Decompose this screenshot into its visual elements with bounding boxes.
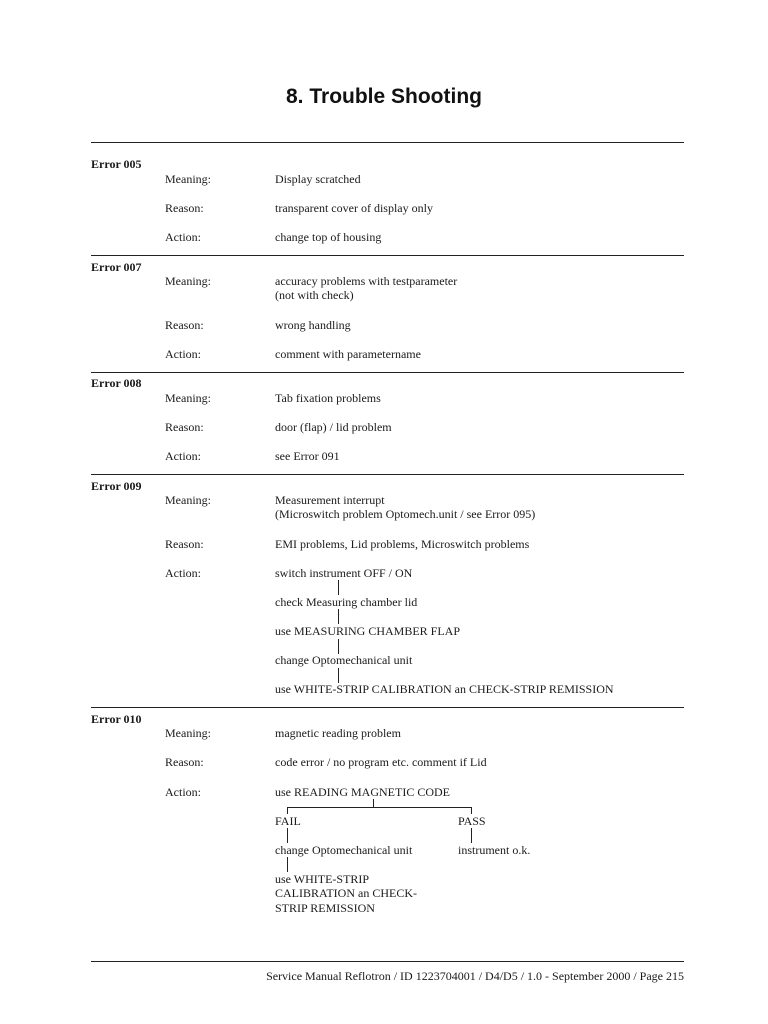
reason-label: Reason: xyxy=(165,318,204,332)
meaning-text-line2: (Microswitch problem Optomech.unit / see Error 095) xyxy=(275,507,536,521)
fail-step-2-line2: CALIBRATION an CHECK- xyxy=(275,886,417,900)
error-code: Error 007 xyxy=(91,260,142,274)
meaning-text: Measurement interrupt xyxy=(275,493,385,507)
flow-connector xyxy=(287,857,288,872)
section-divider xyxy=(91,707,684,708)
fail-step-2-line1: use WHITE-STRIP xyxy=(275,872,370,886)
action-step-5: use WHITE-STRIP CALIBRATION an CHECK-STRIP REMISSION xyxy=(275,682,614,696)
section-divider xyxy=(91,372,684,373)
flow-connector xyxy=(471,828,472,843)
title-divider xyxy=(91,142,684,143)
meaning-text: Display scratched xyxy=(275,172,361,186)
flow-connector xyxy=(287,807,288,814)
flow-connector xyxy=(287,828,288,843)
flow-branch-line xyxy=(287,807,472,808)
flow-connector xyxy=(338,609,339,624)
meaning-text: magnetic reading problem xyxy=(275,726,401,740)
error-code: Error 005 xyxy=(91,157,142,171)
footer-divider xyxy=(91,961,684,962)
action-step-3: use MEASURING CHAMBER FLAP xyxy=(275,624,461,638)
action-label: Action: xyxy=(165,785,201,799)
action-label: Action: xyxy=(165,566,201,580)
action-step-2: check Measuring chamber lid xyxy=(275,595,418,609)
meaning-label: Meaning: xyxy=(165,274,211,288)
reason-text: transparent cover of display only xyxy=(275,201,433,215)
fail-step-2-line3: STRIP REMISSION xyxy=(275,901,375,915)
section-divider xyxy=(91,255,684,256)
reason-label: Reason: xyxy=(165,420,204,434)
action-label: Action: xyxy=(165,449,201,463)
action-label: Action: xyxy=(165,230,201,244)
action-text: see Error 091 xyxy=(275,449,340,463)
action-step-1: switch instrument OFF / ON xyxy=(275,566,413,580)
page-title: 8. Trouble Shooting xyxy=(286,85,482,108)
reason-label: Reason: xyxy=(165,755,204,769)
error-code: Error 009 xyxy=(91,479,142,493)
meaning-text: Tab fixation problems xyxy=(275,391,381,405)
reason-text: code error / no program etc. comment if Lid xyxy=(275,755,487,769)
meaning-text-line2: (not with check) xyxy=(275,288,354,302)
flow-connector xyxy=(373,799,374,807)
fail-step-1: change Optomechanical unit xyxy=(275,843,413,857)
flow-connector xyxy=(338,639,339,654)
action-step-4: change Optomechanical unit xyxy=(275,653,413,667)
flow-connector xyxy=(471,807,472,814)
section-divider xyxy=(91,474,684,475)
page-footer: Service Manual Reflotron / ID 1223704001 / D4/D5 / 1.0 - September 2000 / Page 215 xyxy=(266,969,684,983)
error-code: Error 008 xyxy=(91,376,142,390)
error-code: Error 010 xyxy=(91,712,142,726)
action-text: change top of housing xyxy=(275,230,382,244)
reason-text: door (flap) / lid problem xyxy=(275,420,392,434)
reason-label: Reason: xyxy=(165,201,204,215)
action-root: use READING MAGNETIC CODE xyxy=(275,785,450,799)
fail-label: FAIL xyxy=(275,814,301,828)
meaning-label: Meaning: xyxy=(165,172,211,186)
reason-text: wrong handling xyxy=(275,318,351,332)
flow-connector xyxy=(338,580,339,595)
meaning-text: accuracy problems with testparameter xyxy=(275,274,458,288)
meaning-label: Meaning: xyxy=(165,493,211,507)
action-text: comment with parametername xyxy=(275,347,421,361)
pass-label: PASS xyxy=(458,814,486,828)
meaning-label: Meaning: xyxy=(165,391,211,405)
reason-text: EMI problems, Lid problems, Microswitch problems xyxy=(275,537,530,551)
flow-connector xyxy=(338,668,339,683)
pass-step-1: instrument o.k. xyxy=(458,843,531,857)
action-label: Action: xyxy=(165,347,201,361)
reason-label: Reason: xyxy=(165,537,204,551)
meaning-label: Meaning: xyxy=(165,726,211,740)
